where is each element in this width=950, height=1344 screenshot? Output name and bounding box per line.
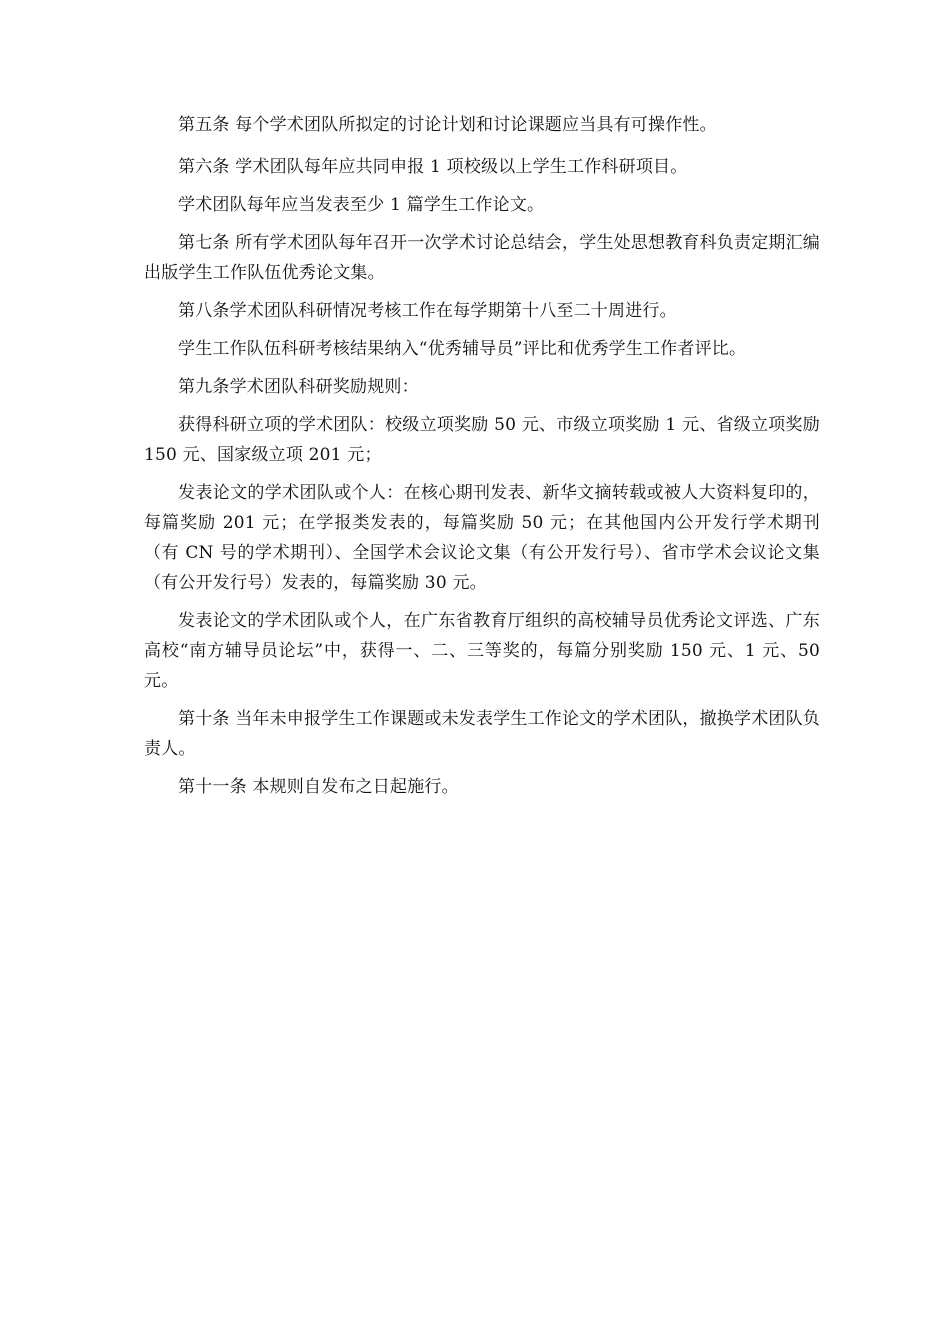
competition-reward-paragraph: 发表论文的学术团队或个人，在广东省教育厅组织的高校辅导员优秀论文评选、广东高校“南方辅导员论坛”中，获得一、二、三等奖的，每篇分别奖励 150 元、1 元、50 元。 [144, 611, 820, 691]
article-6-paragraph: 第六条 学术团队每年应共同申报 1 项校级以上学生工作科研项目。 [178, 157, 688, 177]
paper-reward-paragraph: 发表论文的学术团队或个人：在核心期刊发表、新华文摘转载或被人大资料复印的，每篇奖励 201 元；在学报类发表的，每篇奖励 50 元；在其他国内公开发行学术期刊（有 CN 号的学术期刊）、全国学术会议论文集（有公开发行号）、省市学术会议论文集（有公开发行号）发表的，每篇奖励 30 元。 [144, 483, 820, 593]
article-10-paragraph: 第十条 当年未申报学生工作课题或未发表学生工作论文的学术团队，撤换学术团队负责人。 [144, 709, 821, 759]
article-8-continuation-paragraph: 学生工作队伍科研考核结果纳入“优秀辅导员”评比和优秀学生工作者评比。 [178, 339, 747, 359]
article-9-paragraph: 第九条学术团队科研奖励规则： [178, 377, 419, 397]
project-reward-paragraph: 获得科研立项的学术团队：校级立项奖励 50 元、市级立项奖励 1 元、省级立项奖励 150 元、国家级立项 201 元； [144, 415, 820, 465]
article-7-paragraph: 第七条 所有学术团队每年召开一次学术讨论总结会，学生处思想教育科负责定期汇编出版学生工作队伍优秀论文集。 [144, 233, 821, 283]
article-6-continuation-paragraph: 学术团队每年应当发表至少 1 篇学生工作论文。 [178, 195, 545, 215]
article-5-paragraph: 第五条 每个学术团队所拟定的讨论计划和讨论课题应当具有可操作性。 [178, 115, 717, 135]
document-body [144, 110, 820, 810]
article-11-paragraph: 第十一条 本规则自发布之日起施行。 [178, 777, 459, 797]
article-8-paragraph: 第八条学术团队科研情况考核工作在每学期第十八至二十周进行。 [178, 301, 677, 321]
